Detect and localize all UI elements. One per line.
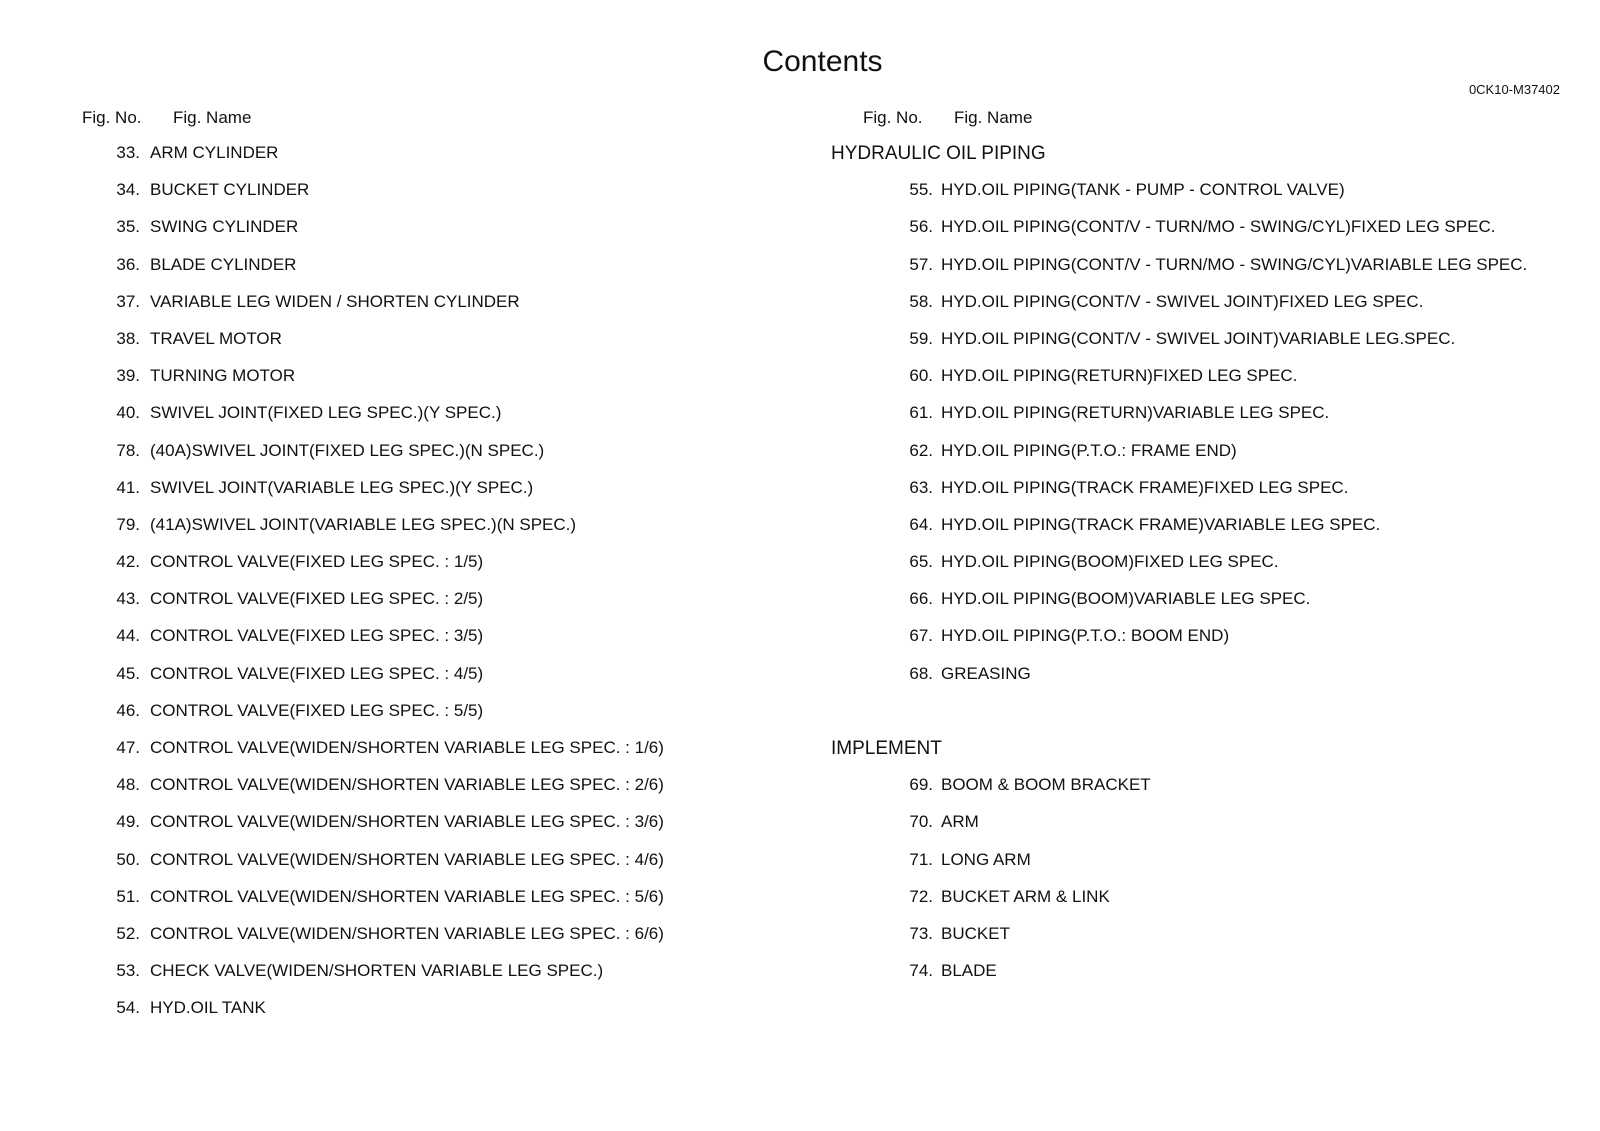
fig-number: 60. bbox=[909, 366, 933, 386]
fig-number: 38. bbox=[116, 328, 140, 348]
fig-name: HYD.OIL PIPING(CONT/V - SWIVEL JOINT)FIXED LEG SPEC. bbox=[941, 291, 1424, 311]
fig-number: 73. bbox=[909, 923, 933, 943]
contents-entry[interactable] bbox=[831, 440, 1237, 478]
fig-name: CONTROL VALVE(FIXED LEG SPEC. : 4/5) bbox=[150, 663, 484, 683]
fig-name: CONTROL VALVE(WIDEN/SHORTEN VARIABLE LEG SPEC. : 1/6) bbox=[150, 738, 664, 757]
fig-name: HYD.OIL PIPING(TRACK FRAME)FIXED LEG SPEC. bbox=[941, 477, 1349, 497]
fig-number: 49. bbox=[116, 812, 140, 832]
fig-name: BUCKET bbox=[941, 923, 1010, 943]
fig-name: GREASING bbox=[941, 663, 1031, 683]
fig-name: VARIABLE LEG WIDEN / SHORTEN CYLINDER bbox=[150, 291, 520, 311]
left-column-header bbox=[82, 108, 251, 128]
fig-name: HYD.OIL PIPING(P.T.O.: FRAME END) bbox=[941, 440, 1237, 460]
fig-number: 66. bbox=[909, 589, 933, 609]
fig-number: 39. bbox=[116, 366, 140, 386]
fig-name: BUCKET CYLINDER bbox=[150, 180, 310, 200]
fig-name: CONTROL VALVE(FIXED LEG SPEC. : 1/5) bbox=[150, 552, 484, 572]
fig-name-header: Fig. Name bbox=[954, 108, 1033, 127]
contents-entry[interactable] bbox=[831, 291, 1424, 329]
fig-number: 56. bbox=[909, 217, 933, 237]
contents-entry[interactable] bbox=[831, 552, 1279, 589]
fig-number: 45. bbox=[116, 663, 140, 683]
fig-name: SWIVEL JOINT(VARIABLE LEG SPEC.)(Y SPEC.) bbox=[150, 477, 534, 497]
fig-number: 52. bbox=[116, 923, 140, 943]
right-contents-column bbox=[831, 143, 1528, 998]
fig-number: 72. bbox=[909, 886, 933, 906]
contents-entry[interactable] bbox=[831, 775, 1151, 812]
fig-name: CHECK VALVE(WIDEN/SHORTEN VARIABLE LEG SPEC.) bbox=[150, 961, 604, 981]
fig-number: 69. bbox=[909, 775, 933, 795]
fig-number: 61. bbox=[909, 403, 933, 423]
fig-name: TURNING MOTOR bbox=[150, 366, 296, 386]
fig-name: ARM CYLINDER bbox=[150, 143, 279, 162]
fig-number: 37. bbox=[116, 291, 140, 311]
fig-number: 53. bbox=[116, 961, 140, 981]
fig-no-header: Fig. No. bbox=[82, 108, 142, 127]
page-title: Contents bbox=[762, 45, 883, 78]
fig-number: 48. bbox=[116, 775, 140, 795]
fig-number: 50. bbox=[116, 849, 140, 869]
fig-name: HYD.OIL PIPING(TANK - PUMP - CONTROL VALVE) bbox=[941, 180, 1345, 200]
contents-entry[interactable] bbox=[831, 328, 1456, 366]
fig-number: 62. bbox=[909, 440, 933, 460]
fig-name: ARM bbox=[941, 812, 979, 832]
section-heading: IMPLEMENT bbox=[831, 738, 942, 759]
fig-name: LONG ARM bbox=[941, 849, 1031, 869]
fig-number: 58. bbox=[909, 291, 933, 311]
fig-name: SWIVEL JOINT(FIXED LEG SPEC.)(Y SPEC.) bbox=[150, 403, 502, 423]
fig-number: 46. bbox=[116, 700, 140, 720]
fig-number: 33. bbox=[116, 143, 140, 162]
fig-name: BLADE bbox=[941, 961, 997, 981]
fig-name: HYD.OIL PIPING(RETURN)FIXED LEG SPEC. bbox=[941, 366, 1298, 386]
fig-number: 44. bbox=[116, 626, 140, 646]
fig-name: SWING CYLINDER bbox=[150, 217, 299, 237]
contents-entry[interactable] bbox=[831, 254, 1528, 292]
fig-name: (41A)SWIVEL JOINT(VARIABLE LEG SPEC.)(N SPEC.) bbox=[150, 514, 577, 534]
fig-number: 55. bbox=[909, 180, 933, 200]
contents-entry[interactable] bbox=[831, 664, 1046, 701]
fig-number: 43. bbox=[116, 589, 140, 609]
fig-name: HYD.OIL PIPING(RETURN)VARIABLE LEG SPEC. bbox=[941, 403, 1330, 423]
fig-number: 35. bbox=[116, 217, 140, 237]
fig-name: CONTROL VALVE(WIDEN/SHORTEN VARIABLE LEG SPEC. : 3/6) bbox=[150, 812, 664, 832]
document-code: 0CK10-M37402 bbox=[1468, 82, 1560, 97]
contents-entry[interactable] bbox=[831, 217, 1496, 254]
contents-entry[interactable] bbox=[831, 180, 1345, 217]
fig-name: (40A)SWIVEL JOINT(FIXED LEG SPEC.)(N SPEC.) bbox=[150, 440, 545, 460]
section-heading: HYDRAULIC OIL PIPING bbox=[831, 143, 1046, 164]
fig-number: 67. bbox=[909, 626, 933, 646]
contents-entry[interactable] bbox=[831, 812, 1046, 849]
fig-name: HYD.OIL PIPING(CONT/V - SWIVEL JOINT)VARIABLE LEG.SPEC. bbox=[941, 328, 1456, 348]
fig-number: 57. bbox=[909, 254, 933, 274]
fig-number: 63. bbox=[909, 477, 933, 497]
fig-name: CONTROL VALVE(FIXED LEG SPEC. : 5/5) bbox=[150, 700, 484, 720]
fig-number: 70. bbox=[909, 812, 933, 832]
fig-number: 47. bbox=[116, 738, 140, 757]
fig-name: TRAVEL MOTOR bbox=[150, 328, 282, 348]
fig-number: 54. bbox=[116, 998, 140, 1018]
contents-entry[interactable] bbox=[831, 366, 1298, 403]
contents-entry[interactable] bbox=[831, 850, 1046, 887]
fig-name: HYD.OIL PIPING(P.T.O.: BOOM END) bbox=[941, 626, 1230, 646]
fig-name: CONTROL VALVE(WIDEN/SHORTEN VARIABLE LEG SPEC. : 4/6) bbox=[150, 849, 664, 869]
fig-number: 34. bbox=[116, 180, 140, 200]
fig-name: BUCKET ARM & LINK bbox=[941, 886, 1110, 906]
contents-entry[interactable] bbox=[831, 403, 1330, 440]
contents-entry[interactable] bbox=[831, 886, 1110, 924]
fig-number: 74. bbox=[909, 961, 933, 981]
fig-name: CONTROL VALVE(WIDEN/SHORTEN VARIABLE LEG SPEC. : 2/6) bbox=[150, 775, 664, 795]
fig-name: HYD.OIL PIPING(TRACK FRAME)VARIABLE LEG SPEC. bbox=[941, 514, 1381, 534]
fig-name: BOOM & BOOM BRACKET bbox=[941, 775, 1151, 795]
fig-name: HYD.OIL PIPING(CONT/V - TURN/MO - SWING/CYL)VARIABLE LEG SPEC. bbox=[941, 254, 1528, 274]
fig-name-header: Fig. Name bbox=[173, 108, 252, 127]
fig-no-header: Fig. No. bbox=[863, 108, 923, 127]
right-column-header bbox=[863, 108, 1032, 128]
fig-number: 40. bbox=[116, 403, 140, 423]
contents-entry[interactable] bbox=[831, 924, 1046, 961]
fig-name: HYD.OIL PIPING(BOOM)VARIABLE LEG SPEC. bbox=[941, 589, 1311, 609]
fig-number: 42. bbox=[116, 552, 140, 572]
fig-name: BLADE CYLINDER bbox=[150, 254, 297, 274]
fig-name: CONTROL VALVE(WIDEN/SHORTEN VARIABLE LEG SPEC. : 5/6) bbox=[150, 886, 664, 906]
fig-name: HYD.OIL PIPING(BOOM)FIXED LEG SPEC. bbox=[941, 552, 1279, 572]
fig-number: 65. bbox=[909, 552, 933, 572]
fig-number: 78. bbox=[116, 440, 140, 460]
fig-number: 79. bbox=[116, 514, 140, 534]
contents-entry[interactable] bbox=[831, 477, 1349, 515]
fig-name: CONTROL VALVE(FIXED LEG SPEC. : 3/5) bbox=[150, 626, 484, 646]
fig-name: HYD.OIL PIPING(CONT/V - TURN/MO - SWING/CYL)FIXED LEG SPEC. bbox=[941, 217, 1496, 237]
fig-number: 36. bbox=[116, 254, 140, 274]
fig-number: 71. bbox=[909, 849, 933, 869]
contents-entry[interactable] bbox=[831, 589, 1311, 626]
fig-number: 59. bbox=[909, 328, 933, 348]
fig-name: CONTROL VALVE(WIDEN/SHORTEN VARIABLE LEG SPEC. : 6/6) bbox=[150, 923, 664, 943]
contents-entry[interactable] bbox=[831, 961, 1046, 998]
fig-name: HYD.OIL TANK bbox=[150, 998, 266, 1018]
contents-entry[interactable] bbox=[831, 626, 1230, 663]
fig-number: 41. bbox=[116, 477, 140, 497]
fig-name: CONTROL VALVE(FIXED LEG SPEC. : 2/5) bbox=[150, 589, 484, 609]
contents-entry[interactable] bbox=[831, 514, 1381, 552]
fig-number: 64. bbox=[909, 514, 933, 534]
fig-number: 68. bbox=[909, 663, 933, 683]
fig-number: 51. bbox=[116, 886, 140, 906]
section-spacer bbox=[831, 701, 1046, 738]
